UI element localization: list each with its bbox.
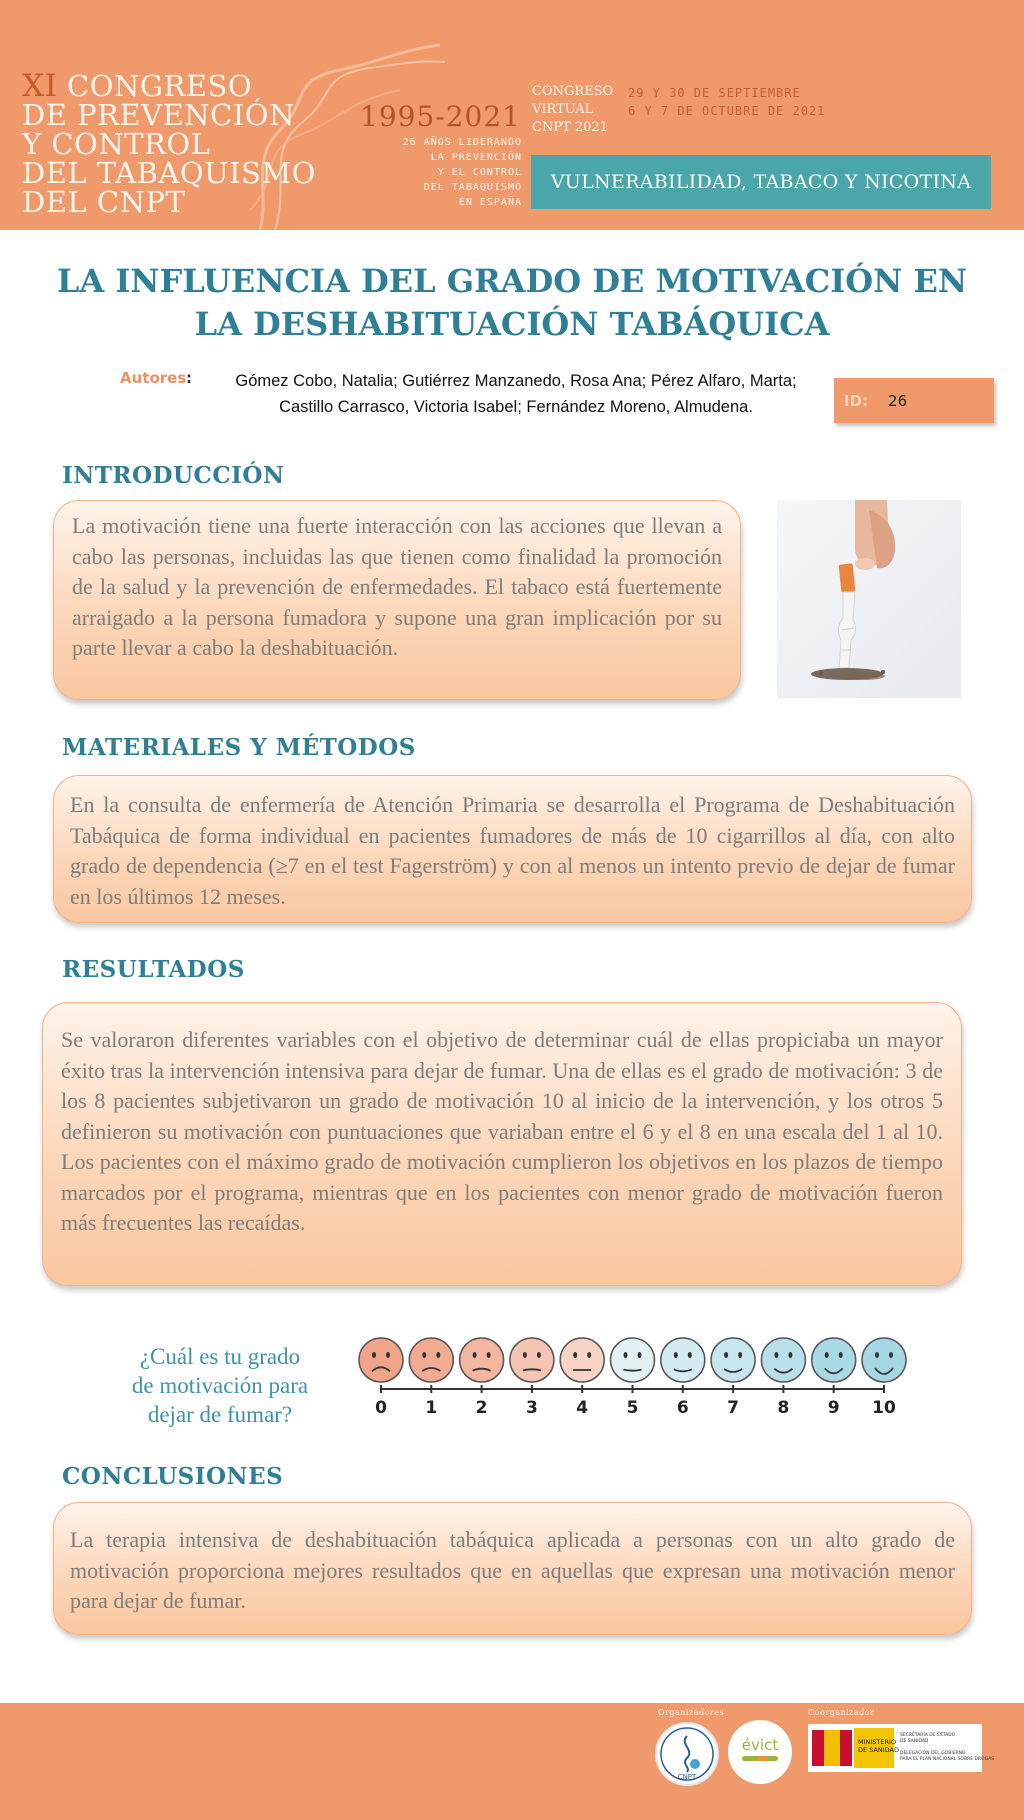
scale-face-2 [460,1338,504,1393]
cigarette-photo [777,500,961,698]
congress-dates: 29 Y 30 DE SEPTIEMBRE 6 Y 7 DE OCTUBRE DE 2021 [628,86,826,118]
results-box [42,1002,962,1286]
methods-text: En la consulta de enfermería de Atención Primaria se desarrolla el Programa de Deshabituación Tabáquica de forma individual en pacientes fumadores de más de 10 cigarrillos al día, con alto grado de dependencia (≥7 en el test Fagerström) y con al menos un intento previo de dejar de fumar en los últimos 12 meses. [70,792,955,909]
scale-label-6: 6 [676,1398,689,1418]
svg-text:MINISTERIO: MINISTERIO [858,1738,897,1746]
id-value: 26 [888,391,908,410]
scale-label-4: 4 [576,1398,589,1418]
ministry-logo [808,1724,995,1772]
authors-label: Autores [120,369,187,387]
svg-text:DE SANIDAD: DE SANIDAD [900,1739,929,1744]
scale-face-3 [510,1338,554,1393]
authors-colon: : [186,369,192,387]
scale-face-10 [862,1338,906,1393]
scale-face-4 [560,1338,604,1393]
poster-id-badge [834,378,994,423]
poster-title: LA INFLUENCIA DEL GRADO DE MOTIVACIÓN EN LA DESHABITUACIÓN TABÁQUICA [56,262,968,343]
anniversary-subtitle: 26 AÑOS LIDERANDO LA PREVENCIÓN Y EL CONTROL DEL TABAQUISMO EN ESPAÑA [402,137,522,208]
svg-text:CNPT: CNPT [677,1773,697,1781]
svg-text:PARA EL PLAN NACIONAL SOBRE DR: PARA EL PLAN NACIONAL SOBRE DROGAS [900,1757,995,1762]
authors-list: Gómez Cobo, Natalia; Gutiérrez Manzanedo, Rosa Ana; Pérez Alfaro, Marta; Castillo Carrasco, Victoria Isabel; Fernández Moreno, Almudena. [235,372,797,416]
cigarette-illustration [777,500,961,698]
svg-text:évict: évict [741,1736,779,1754]
conclusions-box [53,1502,972,1635]
scale-face-0 [359,1338,403,1393]
scale-face-8 [761,1338,805,1393]
methods-box [53,775,972,923]
conclusions-text: La terapia intensiva de deshabituación tabáquica aplicada a personas con un alto grado de motivación proporciona mejores resultados que en aquellas que expresan una motivación menor para dejar de fumar. [70,1527,955,1613]
svg-text:SECRETARÍA DE ESTADO: SECRETARÍA DE ESTADO [900,1733,956,1738]
scale-face-7 [711,1338,755,1393]
congress-name: XI CONGRESO DE PREVENCIÓN Y CONTROL DEL TABAQUISMO DEL CNPT [22,68,316,219]
scale-label-1: 1 [425,1398,438,1418]
scale-label-8: 8 [777,1398,790,1418]
edition-numeral: XI [22,68,58,104]
svg-text:DE SANIDAD: DE SANIDAD [858,1746,899,1754]
id-label: ID: [844,391,869,410]
virtual-congress-label: CONGRESO VIRTUAL CNPT 2021 [532,84,614,135]
coorganizer-label: Coorganizador [808,1708,875,1717]
scale-label-7: 7 [727,1398,740,1418]
anniversary-years: 1995-2021 [360,100,521,133]
scale-label-2: 2 [475,1398,488,1418]
scale-label-0: 0 [375,1398,387,1418]
scale-face-9 [812,1338,856,1393]
conclusions-heading: CONCLUSIONES [62,1463,284,1490]
scale-label-10: 10 [872,1398,896,1418]
motivation-face-scale [350,1333,920,1423]
scale-face-6 [661,1338,705,1393]
evict-logo [728,1720,792,1784]
scale-face-1 [409,1338,453,1393]
svg-text:DELEGACIÓN DEL GOBIERNO: DELEGACIÓN DEL GOBIERNO [900,1751,966,1756]
scale-face-5 [611,1338,655,1393]
scale-label-5: 5 [626,1398,639,1418]
motivation-question: ¿Cuál es tu grado de motivación para dejar de fumar? [131,1344,309,1427]
scale-label-9: 9 [827,1398,840,1418]
intro-heading: INTRODUCCIÓN [62,462,285,489]
organizers-label: Organizadores [658,1708,725,1717]
methods-heading: MATERIALES Y MÉTODOS [62,734,416,761]
intro-text: La motivación tiene una fuerte interacción con las acciones que llevan a cabo las personas, incluidas las que tienen como finalidad la promoción de la salud y la prevención de enfermedades. El tabaco está fuertemente arraigado a la persona fumadora y supone una gran implicación por su parte llevar a cabo la deshabituación. [72,513,722,660]
congress-theme-banner: VULNERABILIDAD, TABACO Y NICOTINA [531,155,991,209]
results-text: Se valoraron diferentes variables con el objetivo de determinar cuál de ellas propiciaba un mayor éxito tras la intervención intensiva para dejar de fumar. Una de ellas es el grado de motivación: 3 de los 8 pacientes subjetivaron un grado de motivación 10 al inicio de la intervención, y los otros 5 definieron su motivación con puntuaciones que variaban entre el 6 y el 8 en una escala del 1 al 10. Los pacientes con el máximo grado de motivación cumplieron los objetivos en los plazos de tiempo marcados por el programa, mientras que en los pacientes con menor grado de motivación fueron más frecuentes las recaídas. [61,1027,943,1235]
header-banner [0,0,1024,230]
scale-label-3: 3 [525,1398,538,1418]
results-heading: RESULTADOS [62,956,245,983]
intro-box [53,500,741,700]
cnpt-logo [655,1722,719,1786]
